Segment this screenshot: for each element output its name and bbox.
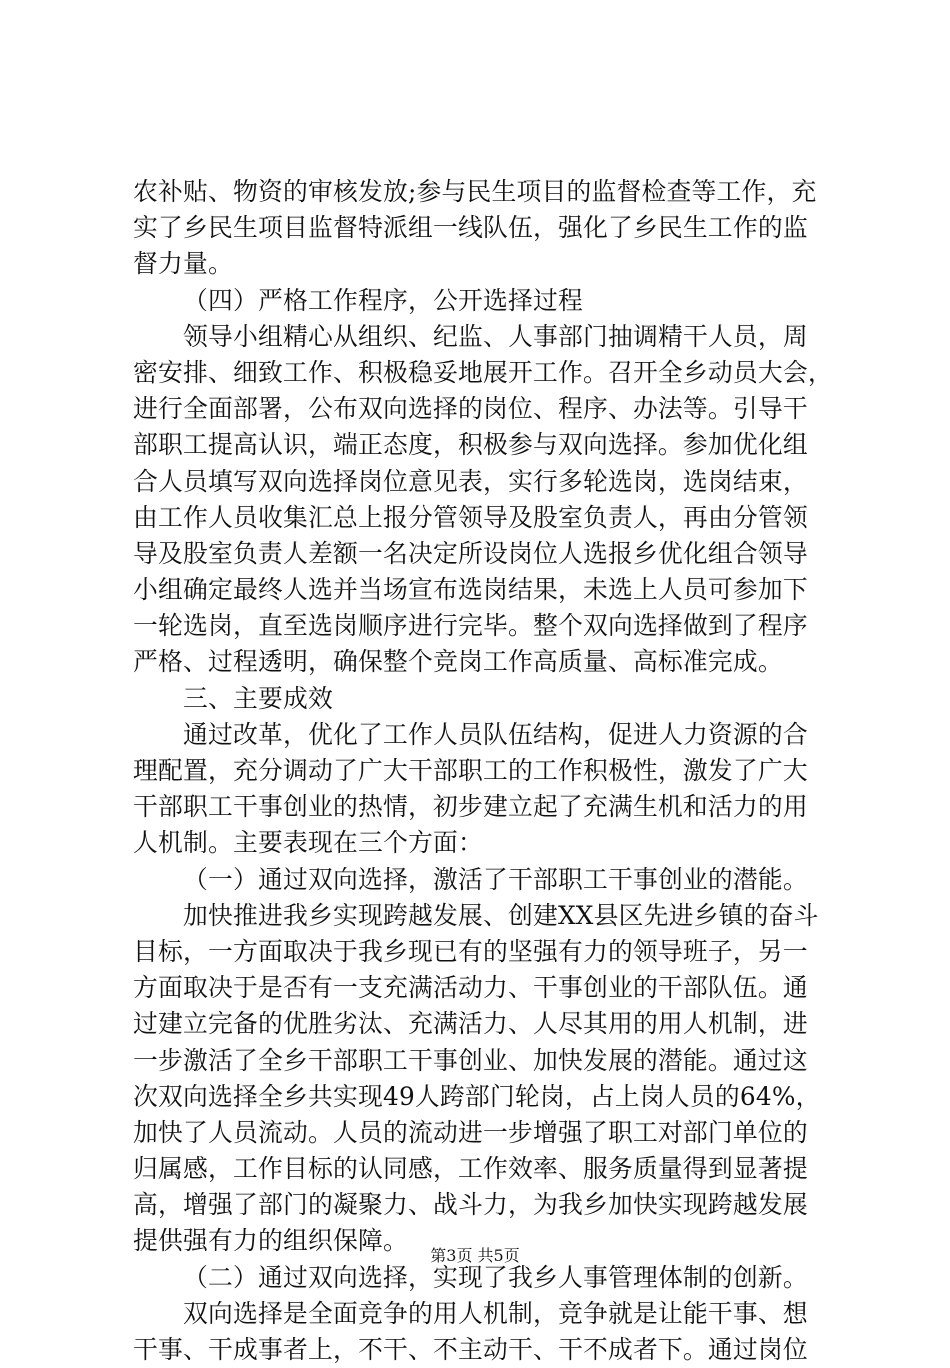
text-line: 小组确定最终人选并当场宣布选岗结果，未选上人员可参加下 — [133, 575, 808, 605]
text-line: （四）严格工作程序，公开选择过程 — [183, 285, 583, 315]
text-line: 严格、过程透明，确保整个竞岗工作高质量、高标准完成。 — [133, 647, 783, 677]
text-line: 部职工提高认识，端正态度，积极参与双向选择。参加优化组 — [133, 430, 808, 460]
text-line: 合人员填写双向选择岗位意见表，实行多轮选岗，选岗结束， — [133, 466, 808, 496]
text-line: 农补贴、物资的审核发放;参与民生项目的监督检查等工作，充 — [133, 177, 817, 206]
text-line: 方面取决于是否有一支充满活动力、干事创业的干部队伍。通 — [133, 973, 808, 1003]
page-number-label: 第3页 共5页 — [430, 1246, 520, 1265]
text-line: （二）通过双向选择，实现了我乡人事管理体制的创新。 — [183, 1262, 808, 1292]
text-line: 双向选择是全面竞争的用人机制，竞争就是让能干事、想 — [183, 1298, 808, 1328]
text-line: 进行全面部署，公布双向选择的岗位、程序、办法等。引导干 — [133, 394, 808, 424]
text-line: 加快了人员流动。人员的流动进一步增强了职工对部门单位的 — [133, 1117, 808, 1147]
text-line: 加快推进我乡实现跨越发展、创建XX县区先进乡镇的奋斗 — [183, 900, 819, 930]
text-line: 人机制。主要表现在三个方面： — [133, 828, 483, 858]
text-line: 干部职工干事创业的热情，初步建立起了充满生机和活力的用 — [133, 792, 808, 822]
text-line: 提供强有力的组织保障。 — [133, 1226, 408, 1256]
text-line: 由工作人员收集汇总上报分管领导及股室负责人，再由分管领 — [133, 502, 808, 532]
text-line: 督力量。 — [133, 249, 233, 279]
text-line: 过建立完备的优胜劣汰、充满活力、人尽其用的用人机制，进 — [133, 1009, 808, 1039]
text-line: （一）通过双向选择，激活了干部职工干事创业的潜能。 — [183, 864, 808, 894]
text-line: 密安排、细致工作、积极稳妥地展开工作。召开全乡动员大会， — [133, 357, 833, 387]
text-line: 高，增强了部门的凝聚力、战斗力，为我乡加快实现跨越发展 — [133, 1190, 808, 1220]
text-line: 导及股室负责人差额一名决定所设岗位人选报乡优化组合领导 — [133, 538, 808, 568]
text-line: 领导小组精心从组织、纪监、人事部门抽调精干人员，周 — [183, 321, 808, 351]
text-line: 通过改革，优化了工作人员队伍结构，促进人力资源的合 — [183, 719, 808, 749]
text-line: 一步激活了全乡干部职工干事创业、加快发展的潜能。通过这 — [133, 1045, 808, 1075]
text-line: 一轮选岗，直至选岗顺序进行完毕。整个双向选择做到了程序 — [133, 611, 808, 641]
text-line: 理配置，充分调动了广大干部职工的工作积极性，激发了广大 — [133, 756, 808, 785]
text-line: 三、主要成效 — [183, 683, 333, 713]
text-line: 归属感，工作目标的认同感，工作效率、服务质量得到显著提 — [133, 1154, 808, 1184]
text-line: 实了乡民生项目监督特派组一线队伍，强化了乡民生工作的监 — [133, 213, 808, 243]
text-line: 目标，一方面取决于我乡现已有的坚强有力的领导班子，另一 — [133, 936, 808, 966]
page-footer — [0, 1245, 950, 1267]
text-line: 次双向选择全乡共实现49人跨部门轮岗，占上岗人员的64%， — [133, 1081, 821, 1111]
document-body — [133, 174, 833, 1368]
text-line: 干事、干成事者上，不干、不主动干、干不成者下。通过岗位 — [133, 1335, 808, 1364]
